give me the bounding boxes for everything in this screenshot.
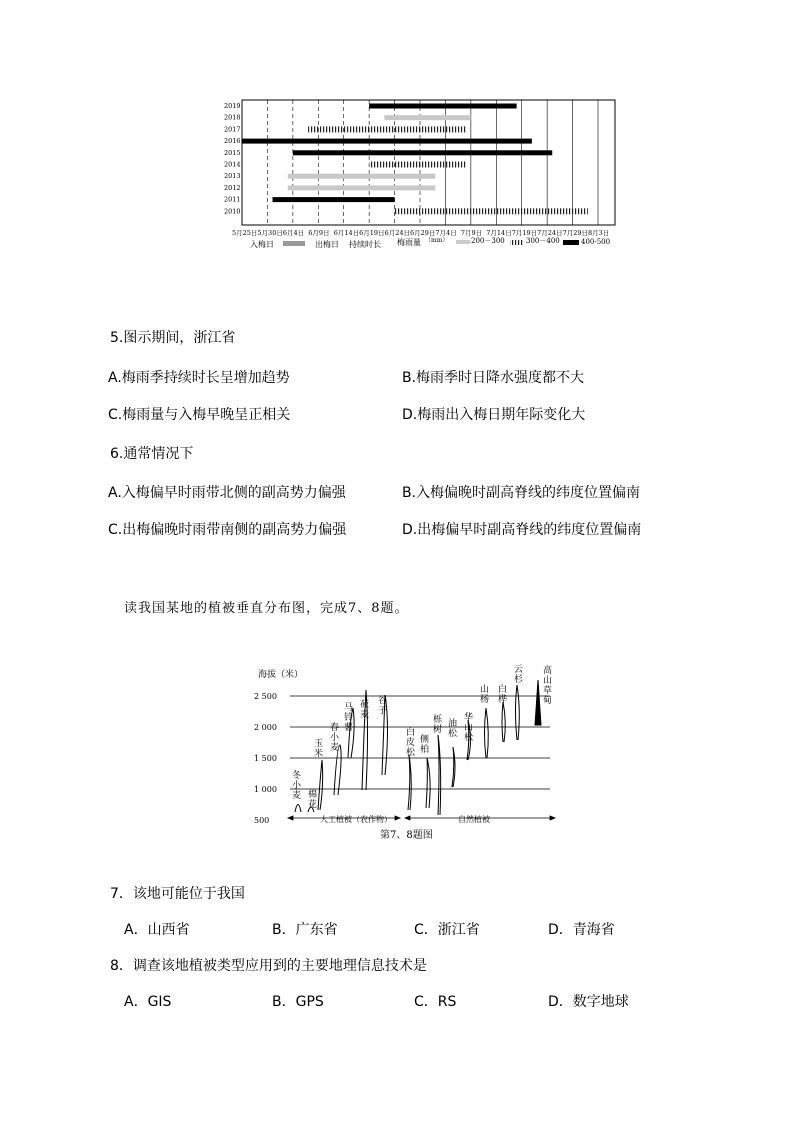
curve-arborvitae bbox=[426, 758, 430, 808]
year-label: 2019 bbox=[224, 102, 241, 110]
bar-2012 bbox=[288, 185, 435, 190]
x-tick-label: 6月14日 bbox=[333, 229, 360, 237]
x-tick-label: 7月24日 bbox=[537, 229, 563, 237]
y-tick-label: 2 500 bbox=[254, 692, 277, 701]
year-label: 2010 bbox=[224, 207, 241, 216]
q5-stem: 5.图示期间，浙江省 bbox=[110, 330, 236, 346]
plant-label-char: 松 bbox=[464, 733, 474, 743]
plant-labels bbox=[292, 664, 552, 810]
bar-2019 bbox=[369, 104, 516, 109]
q6-stem: 6.通常情况下 bbox=[110, 446, 194, 462]
group-crops-label: 人工植被（农作物） bbox=[320, 815, 392, 824]
legend bbox=[250, 237, 610, 249]
q7-option-b[interactable]: B．广东省 bbox=[272, 922, 338, 938]
q8-option-a[interactable]: A．GIS bbox=[124, 994, 172, 1010]
q7-option-a[interactable]: A．山西省 bbox=[124, 922, 190, 938]
plant-label-char: 花 bbox=[308, 800, 318, 810]
plant-label-char: 华 bbox=[464, 713, 474, 723]
plant-label-char: 春 bbox=[330, 723, 340, 733]
year-label: 2012 bbox=[224, 183, 241, 192]
legend-c3: 400-500 bbox=[581, 238, 611, 246]
bar-2011 bbox=[273, 197, 395, 202]
x-tick-label: 7月4日 bbox=[435, 229, 457, 237]
vegetation-chart bbox=[250, 660, 570, 845]
x-tick-label: 5月25日 bbox=[232, 229, 258, 237]
plant-label-char: 薯 bbox=[344, 723, 354, 733]
y-tick-label: 1 000 bbox=[254, 785, 277, 794]
q5-option-c[interactable]: C.梅雨量与入梅早晚呈正相关 bbox=[108, 407, 291, 423]
plant-label-char: 莜 bbox=[360, 700, 370, 710]
plant-label-char: 小 bbox=[292, 781, 302, 791]
legend-c2: 300－400 bbox=[526, 237, 560, 245]
plant-label-char: 柏 bbox=[420, 745, 430, 755]
year-label: 2011 bbox=[224, 195, 241, 204]
x-tick-label: 6月9日 bbox=[308, 229, 330, 237]
q5-option-b[interactable]: B.梅雨季时日降水强度都不大 bbox=[402, 370, 585, 386]
year-labels bbox=[224, 102, 241, 215]
bar-2017 bbox=[308, 126, 466, 132]
x-tick-labels bbox=[232, 229, 609, 237]
plant-label-char: 栎 bbox=[433, 715, 443, 725]
q8-option-c[interactable]: C．RS bbox=[414, 994, 457, 1010]
plant-label-char: 山 bbox=[480, 685, 490, 695]
bar-2015 bbox=[293, 150, 552, 155]
q8-stem: 8．调查该地植被类型应用到的主要地理信息技术是 bbox=[110, 958, 427, 974]
legend-ru-mei: 入梅日 bbox=[250, 240, 274, 249]
plant-label-char: 子 bbox=[378, 706, 388, 716]
q8-option-b[interactable]: B．GPS bbox=[272, 994, 324, 1010]
q5-option-a[interactable]: A.梅雨季持续时长呈增加趋势 bbox=[108, 370, 290, 386]
legend-c3-swatch bbox=[563, 240, 579, 245]
plant-label-char: 麦 bbox=[360, 710, 370, 720]
plant-label-char: 米 bbox=[314, 749, 324, 759]
x-tick-label: 7月19日 bbox=[511, 229, 538, 237]
q6-option-b[interactable]: B.入梅偏晚时副高脊线的纬度位置偏南 bbox=[402, 485, 641, 501]
plant-label-char: 皮 bbox=[406, 738, 416, 748]
curve-chinese-pine bbox=[452, 747, 455, 787]
legend-c1: 200－300 bbox=[471, 237, 505, 245]
bars bbox=[242, 104, 588, 215]
year-label: 2015 bbox=[224, 148, 241, 157]
q7-option-c[interactable]: C．浙江省 bbox=[414, 922, 480, 938]
x-tick-label: 5月30日 bbox=[257, 229, 283, 237]
x-tick-label: 8月3日 bbox=[588, 229, 610, 237]
plant-label-char: 马 bbox=[344, 703, 354, 713]
legend-chu-mei: 出梅日 bbox=[315, 240, 339, 249]
legend-ru-mei-swatch bbox=[283, 241, 305, 246]
curve-birch bbox=[502, 702, 505, 742]
legend-duration: 持续时长 bbox=[349, 240, 381, 249]
x-tick-label: 6月4日 bbox=[282, 229, 305, 237]
plant-label-char: 油 bbox=[448, 719, 458, 729]
year-label: 2016 bbox=[224, 137, 241, 146]
plant-label-char: 云 bbox=[514, 665, 524, 675]
plant-label-char: 小 bbox=[330, 733, 340, 743]
year-label: 2013 bbox=[224, 172, 241, 181]
year-label: 2014 bbox=[224, 160, 241, 169]
q5-option-d[interactable]: D.梅雨出入梅日期年际变化大 bbox=[402, 407, 586, 423]
bar-2014 bbox=[369, 162, 466, 168]
legend-c2-swatch bbox=[510, 240, 524, 245]
curve-winter-wheat bbox=[295, 805, 301, 813]
legend-rain-unit: （mm） bbox=[425, 237, 449, 244]
plant-label-char: 玉 bbox=[314, 739, 324, 749]
x-tick-label: 7月29日 bbox=[562, 229, 588, 237]
plant-label-char: 侧 bbox=[420, 735, 430, 745]
y-tick-label: 500 bbox=[254, 816, 270, 825]
plant-label-char: 树 bbox=[433, 725, 443, 735]
year-label: 2017 bbox=[224, 125, 241, 134]
x-tick-label: 6月29日 bbox=[410, 229, 436, 237]
y-tick-label: 1 500 bbox=[254, 754, 277, 763]
plant-label-char: 冬 bbox=[292, 771, 302, 781]
bar-2016 bbox=[242, 139, 532, 144]
q7-stem: 7．该地可能位于我国 bbox=[110, 886, 245, 902]
plant-label-char: 高 bbox=[543, 666, 553, 676]
curve-lacebark-pine bbox=[408, 755, 411, 810]
y-axis-label: 海拔（米） bbox=[258, 670, 304, 680]
year-label: 2018 bbox=[224, 113, 241, 122]
plant-label-char: 山 bbox=[543, 676, 553, 686]
y-tick-label: 2 000 bbox=[254, 723, 277, 732]
plant-label-char: 铃 bbox=[344, 713, 354, 723]
plant-label-char: 杨 bbox=[480, 695, 490, 705]
meiyu-chart bbox=[215, 95, 620, 255]
plant-label-char: 草 bbox=[543, 686, 553, 696]
curve-spruce bbox=[516, 685, 520, 740]
x-tick-label: 6月19日 bbox=[359, 229, 385, 237]
curve-oak bbox=[438, 735, 441, 815]
q6-option-c[interactable]: C.出梅偏晚时雨带南侧的副高势力偏强 bbox=[108, 522, 347, 538]
x-tick-label: 6月24日 bbox=[384, 229, 410, 237]
plant-label-char: 松 bbox=[406, 748, 416, 758]
q8-option-d[interactable]: D．数字地球 bbox=[548, 994, 629, 1010]
plant-label-char: 桦 bbox=[498, 695, 508, 705]
curve-corn bbox=[318, 760, 323, 810]
bar-2010 bbox=[395, 208, 588, 214]
bar-2013 bbox=[288, 174, 435, 179]
plant-label-char: 松 bbox=[448, 729, 458, 739]
plant-label-char: 白 bbox=[406, 728, 416, 738]
curve-alpine-meadow bbox=[535, 680, 541, 725]
q6-option-a[interactable]: A.入梅偏早时雨带北侧的副高势力偏强 bbox=[108, 485, 346, 501]
legend-rain-label: 梅雨量 bbox=[397, 238, 421, 247]
plant-label-char: 白 bbox=[498, 685, 508, 695]
plant-label-char: 杉 bbox=[514, 675, 524, 685]
plant-label-char: 谷 bbox=[378, 696, 388, 706]
plant-label-char: 棉 bbox=[308, 790, 318, 800]
bar-2018 bbox=[384, 115, 470, 120]
x-tick-label: 7月14日 bbox=[486, 229, 512, 237]
plant-label-char: 山 bbox=[464, 723, 474, 733]
q7-option-d[interactable]: D．青海省 bbox=[548, 922, 615, 938]
x-tick-label: 7月9日 bbox=[460, 229, 483, 237]
intro-text: 读我国某地的植被垂直分布图，完成7、8题。 bbox=[124, 601, 409, 616]
legend-c1-swatch bbox=[456, 240, 470, 244]
q6-option-d[interactable]: D.出梅偏早时副高脊线的纬度位置偏南 bbox=[402, 522, 642, 538]
plant-label-char: 麦 bbox=[292, 791, 302, 801]
plant-label-char: 甸 bbox=[543, 696, 553, 706]
group-natural-label: 自然植被 bbox=[458, 815, 490, 824]
plant-label-char: 麦 bbox=[330, 743, 340, 753]
curve-poplar bbox=[485, 708, 489, 758]
figure-caption: 第7、8题图 bbox=[380, 830, 433, 841]
